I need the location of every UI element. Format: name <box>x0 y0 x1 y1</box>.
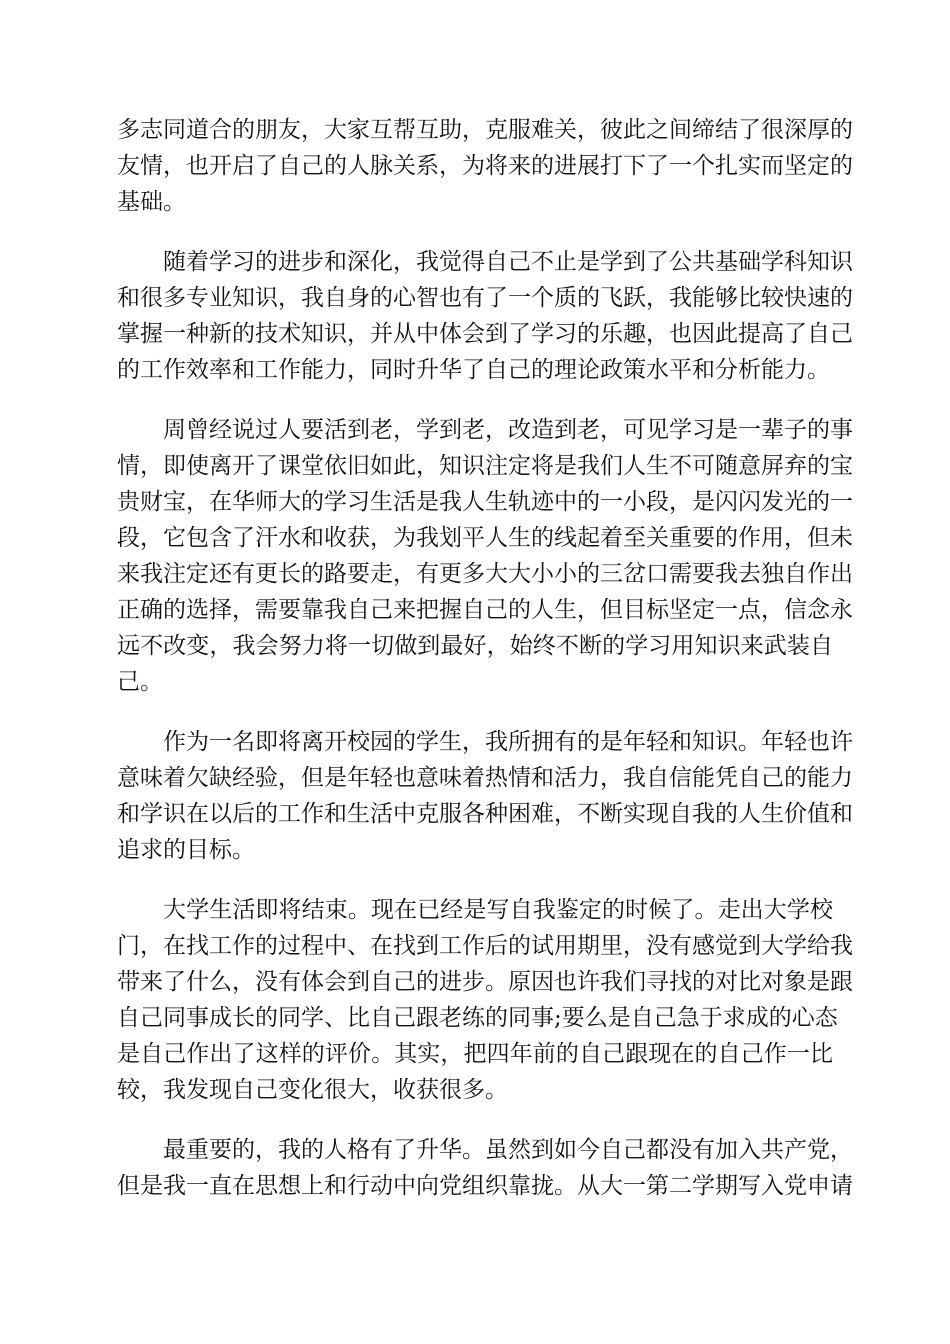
paragraph <box>117 244 853 388</box>
text-line: 较，我发现自己变化很大，收获很多。 <box>117 1077 508 1103</box>
text-line: 己。 <box>117 669 163 695</box>
text-line: 自己同事成长的同学、比自己跟老练的同事;要么是自己急于求成的心态 <box>117 1005 838 1031</box>
text-line: 周曾经说过人要活到老，学到老，改造到老，可见学习是一辈子的事 <box>163 417 853 443</box>
text-line: 带来了什么，没有体会到自己的进步。原因也许我们寻找的对比对象是跟 <box>117 969 853 995</box>
text-line: 正确的选择，需要靠我自己来把握自己的人生，但目标坚定一点，信念永 <box>117 597 853 623</box>
document-page <box>117 112 853 1228</box>
paragraph <box>117 1132 853 1204</box>
paragraph <box>117 412 853 700</box>
text-line: 的工作效率和工作能力，同时升华了自己的理论政策水平和分析能力。 <box>117 357 830 383</box>
text-line: 多志同道合的朋友，大家互帮互助，克服难关，彼此之间缔结了很深厚的 <box>117 117 853 143</box>
text-line: 贵财宝，在华师大的学习生活是我人生轨迹中的一小段，是闪闪发光的一 <box>117 489 853 515</box>
paragraph <box>117 892 853 1108</box>
text-line: 友情，也开启了自己的人脉关系，为将来的进展打下了一个扎实而坚定的 <box>117 153 853 179</box>
text-line: 追求的目标。 <box>117 837 255 863</box>
text-line: 但是我一直在思想上和行动中向党组织靠拢。从大一第二学期写入党申请 <box>117 1173 853 1199</box>
text-line: 远不改变，我会努力将一切做到最好，始终不断的学习用知识来武装自 <box>117 633 833 659</box>
text-line: 来我注定还有更长的路要走，有更多大大小小的三岔口需要我去独自作出 <box>117 561 853 587</box>
text-line: 段，它包含了汗水和收获，为我划平人生的线起着至关重要的作用，但未 <box>117 525 853 551</box>
text-line: 和很多专业知识，我自身的心智也有了一个质的飞跃，我能够比较快速的 <box>117 285 853 311</box>
paragraph <box>117 724 853 868</box>
paragraph <box>117 112 853 220</box>
text-line: 掌握一种新的技术知识，并从中体会到了学习的乐趣，也因此提高了自己 <box>117 321 853 347</box>
text-line: 作为一名即将离开校园的学生，我所拥有的是年轻和知识。年轻也许 <box>163 729 853 755</box>
text-line: 和学识在以后的工作和生活中克服各种困难，不断实现自我的人生价值和 <box>117 801 853 827</box>
text-line: 大学生活即将结束。现在已经是写自我鉴定的时候了。走出大学校 <box>163 897 833 923</box>
text-line: 基础。 <box>117 189 186 215</box>
text-line: 最重要的，我的人格有了升华。虽然到如今自己都没有加入共产党， <box>163 1137 853 1163</box>
text-line: 是自己作出了这样的评价。其实，把四年前的自己跟现在的自己作一比 <box>117 1041 833 1067</box>
text-line: 情，即使离开了课堂依旧如此，知识注定将是我们人生不可随意屏弃的宝 <box>117 453 853 479</box>
text-line: 随着学习的进步和深化，我觉得自己不止是学到了公共基础学科知识 <box>163 249 853 275</box>
text-line: 意味着欠缺经验，但是年轻也意味着热情和活力，我自信能凭自己的能力 <box>117 765 853 791</box>
text-line: 门，在找工作的过程中、在找到工作后的试用期里，没有感觉到大学给我 <box>117 933 853 959</box>
